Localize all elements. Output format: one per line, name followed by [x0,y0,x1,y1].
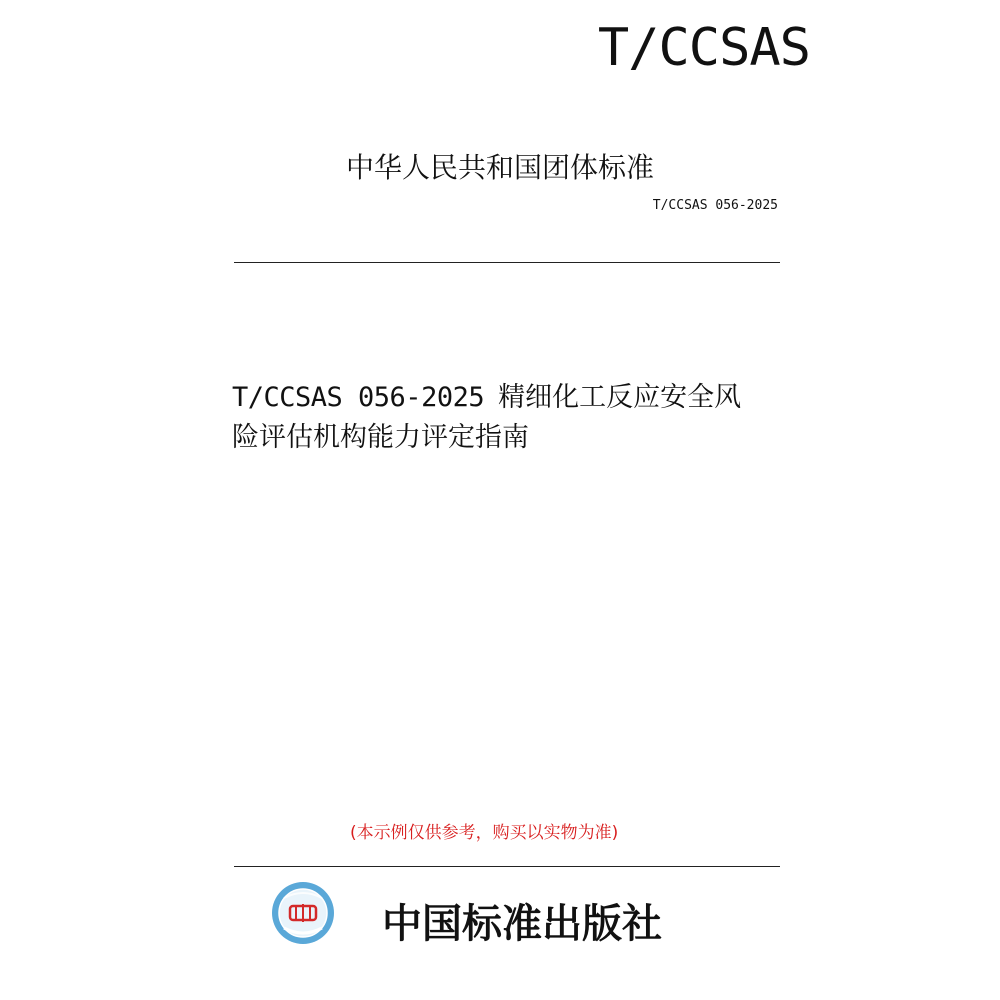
title-code: T/CCSAS 056-2025 [232,382,485,413]
sample-notice: (本示例仅供参考，购买以实物为准) [350,823,619,843]
bottom-divider [234,866,780,867]
top-divider [234,262,780,263]
standard-number: T/CCSAS 056-2025 [652,198,778,213]
title-line-2: 险评估机构能力评定指南 [232,422,529,453]
series-code: T/CCSAS [597,18,810,78]
publisher-name: 中国标准出版社 [382,900,662,947]
standard-type-heading: 中华人民共和国团体标准 [345,151,654,184]
title-text-1: 精细化工反应安全风 [498,382,742,413]
publisher-seal-icon [270,880,336,946]
document-title [232,378,792,458]
title-line-1 [232,378,792,418]
